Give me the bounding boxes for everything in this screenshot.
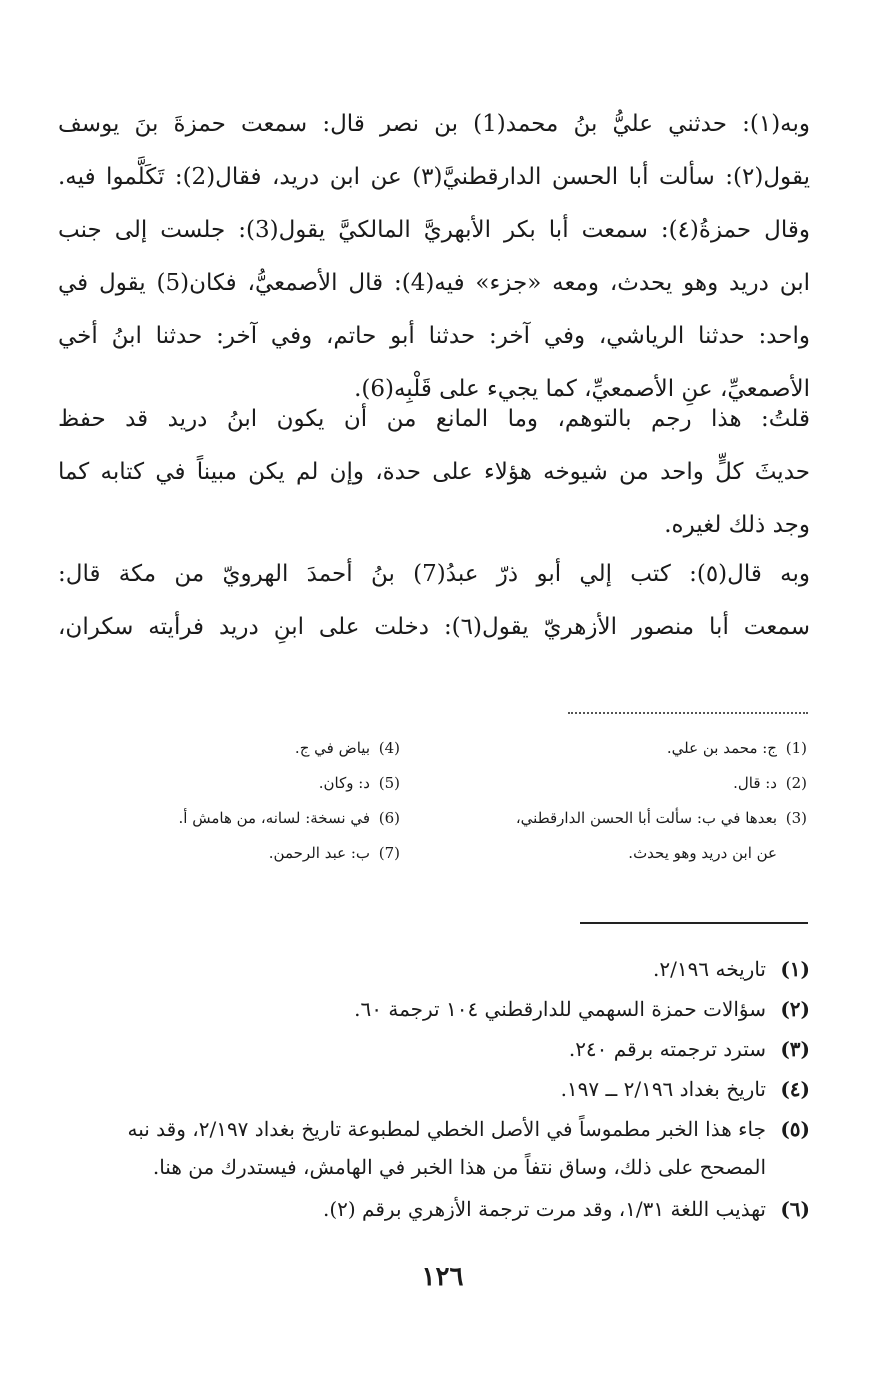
footnote-separator	[580, 922, 808, 924]
variant-note	[516, 836, 807, 871]
variant-note	[179, 801, 400, 836]
text-line: يقول(٢): سألت أبا الحسن الدارقطنيَّ(٣) عن ابن دريد، فقال(2): تَكَلَّموا فيه.	[58, 164, 810, 190]
paragraph-1	[58, 98, 810, 416]
variant-note-text: د: قال.	[733, 774, 777, 792]
paragraph-3	[58, 548, 810, 654]
text-line: وبه قال(٥): كتب إلي أبو ذرّ عبدُ(7) بنُ أحمدَ الهرويّ من مكة قال:	[58, 561, 810, 587]
footnote	[58, 1030, 810, 1068]
paragraph-2	[58, 393, 810, 552]
footnote	[58, 950, 810, 988]
footnote-number: (٦)	[780, 1197, 810, 1221]
footnote-text: جاء هذا الخبر مطموساً في الأصل الخطي لمطبوعة تاريخ بغداد ٢/١٩٧، وقد نبه	[127, 1117, 766, 1141]
variant-note-number: (3)	[785, 809, 807, 827]
variant-note-text: في نسخة: لسانه، من هامش أ.	[178, 809, 370, 827]
text-line: واحد: حدثنا الرياشي، وفي آخر: حدثنا أبو حاتم، وفي آخر: حدثنا ابنُ أخي	[58, 323, 810, 349]
variant-note-text: عن ابن دريد وهو يحدث.	[628, 844, 777, 862]
footnote-text: سترد ترجمته برقم ٢٤٠.	[568, 1037, 766, 1061]
variant-note-number: (1)	[785, 739, 807, 757]
variant-note	[516, 766, 807, 801]
footnote-number: (٥)	[780, 1117, 810, 1141]
footnote-text: تاريخه ٢/١٩٦.	[653, 957, 766, 981]
variant-note	[179, 731, 400, 766]
footnote-text: تهذيب اللغة ١/٣١، وقد مرت ترجمة الأزهري برقم (٢).	[322, 1197, 766, 1221]
footnote-number: (٣)	[780, 1037, 810, 1061]
variant-notes-divider	[568, 712, 808, 716]
variant-note-text: بياض في ج.	[294, 739, 370, 757]
footnote-text: تاريخ بغداد ٢/١٩٦ ــ ١٩٧.	[560, 1077, 766, 1101]
variant-note	[516, 731, 807, 766]
variant-note-number: (4)	[378, 739, 400, 757]
variant-note-number: (5)	[378, 774, 400, 792]
text-line: ابن دريد وهو يحدث، ومعه «جزء» فيه(4): قال الأصمعيُّ، فكان(5) يقول في	[58, 270, 810, 296]
footnote	[58, 1190, 810, 1228]
footnote-number: (٢)	[780, 997, 810, 1021]
footnote-number: (٤)	[780, 1077, 810, 1101]
variant-note	[516, 801, 807, 836]
footnote	[58, 990, 810, 1028]
variant-note-text: بعدها في ب: سألت أبا الحسن الدارقطني،	[515, 809, 777, 827]
footnote-number: (١)	[780, 957, 810, 981]
variant-note-number: (2)	[785, 774, 807, 792]
variant-notes-right	[516, 731, 807, 871]
variant-note	[179, 766, 400, 801]
page-number: ١٢٦	[421, 1262, 464, 1292]
footnote-continuation: المصحح على ذلك، وساق نتفاً من هذا الخبر في الهامش، فيستدرك من هنا.	[152, 1155, 766, 1179]
text-line: حديثَ كلٍّ واحد من شيوخه هؤلاء على حدة، وإن لم يكن مبيناً في كتابه كما	[58, 459, 810, 485]
text-line: الأصمعيِّ، عنِ الأصمعيِّ، كما يجيء على قَلْبِه(6).	[354, 376, 810, 402]
variant-note-text: ج: محمد بن علي.	[666, 739, 777, 757]
text-line: وقال حمزةُ(٤): سمعت أبا بكر الأبهريَّ المالكيَّ يقول(3): جلست إلى جنب	[58, 217, 810, 243]
text-line: وجد ذلك لغيره.	[664, 512, 810, 538]
variant-note-number: (7)	[378, 844, 400, 862]
text-line: وبه(١): حدثني عليُّ بنُ محمد(1) بن نصر قال: سمعت حمزةَ بنَ يوسف	[58, 111, 810, 137]
footnote	[58, 1070, 810, 1108]
text-line: سمعت أبا منصور الأزهريّ يقول(٦): دخلت على ابنِ دريد فرأيته سكران،	[58, 614, 810, 640]
footnote-text: سؤالات حمزة السهمي للدارقطني ١٠٤ ترجمة ٦٠.	[354, 997, 766, 1021]
variant-note-text: ب: عبد الرحمن.	[268, 844, 370, 862]
variant-notes-left	[179, 731, 400, 871]
variant-note-text: د: وكان.	[318, 774, 370, 792]
variant-note	[179, 836, 400, 871]
text-line: قلتُ: هذا رجم بالتوهم، وما المانع من أن يكون ابنُ دريد قد حفظ	[58, 406, 810, 432]
footnote	[58, 1110, 810, 1186]
variant-note-number: (6)	[378, 809, 400, 827]
